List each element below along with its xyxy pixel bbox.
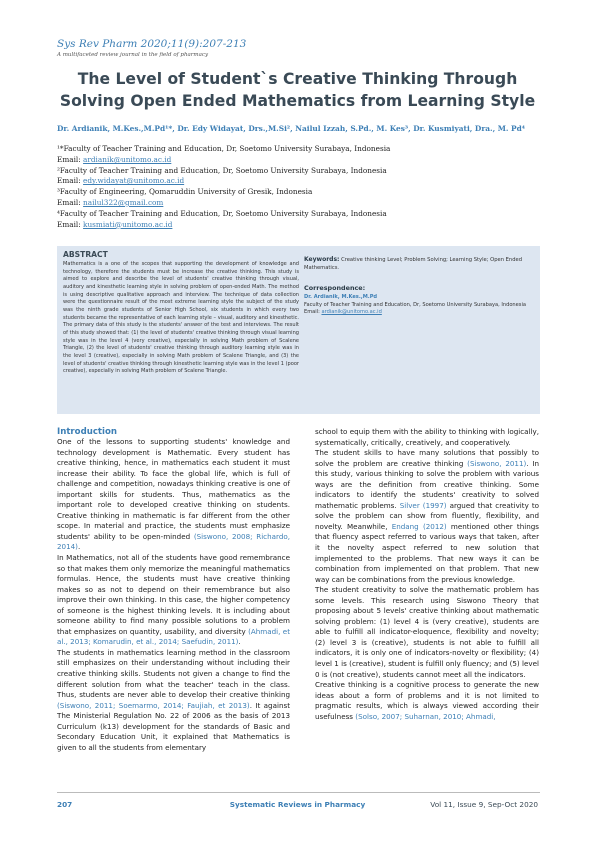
page-number: 207 [57, 800, 73, 809]
paragraph: school to equip them with the ability to thinking with logically, systematically, critically, creatively, and cooperatively. [315, 427, 539, 447]
citation: (Siswono, 2011; Soemarmo, 2014; Faujiah, et 2013) [57, 700, 250, 710]
paragraph: One of the lessons to supporting students' knowledge and technology development is Mathematic. Every student has creative thinking, hence, in mathematics each student it must increase their ability. To face the global life, which is full of challenge and competition, nowadays thinking creative is one of important skills for students. Thus, mathematics as the important role to developed creative thinking on students. Creative thinking in mathematic is far different from the other scope. In material and practice, the students must emphasize students' ability to be open-minded (Siswono, 2008; Richardo, 2014). [57, 437, 290, 552]
citation: (Solso, 2007; Suharnan, 2010; Ahmadi, [355, 711, 496, 721]
author-list: Dr. Ardianik, M.Kes.,M.Pd¹*, Dr. Edy Widayat, Drs.,M.Si², Nailul Izzah, S.Pd., M. Kes³, Dr. Kusmiyati, Dra., M. Pd⁴ [57, 124, 526, 133]
keywords-text: Creative thinking Level; Problem Solving; Learning Style; Open Ended Mathematics. [304, 257, 522, 271]
affiliation-2-email: Email: edy.widayat@unitomo.ac.id [57, 176, 185, 186]
citation: (Ahmadi, et al., 2013; Komarudin, et al., 2014; Saefudin, 2011) [57, 626, 290, 647]
paragraph: The student skills to have many solutions that possibly to solve the problem are creative thinking (Siswono, 2011). In this study, various thinking to solve the problem with various ways are the definition from creative thinking. Some indicators to identify the students' creativity to solved mathematic problems. Silver (1997) argued that creativity to solve the problem can show from fluently, flexibility, and novelty. Meanwhile, Endang (2012) mentioned other things that fluency aspect referred to various ways that taken, after it the novelty aspect referred to new solution that implemented to the problems. That new ways it can be combination from implemented on that problem. That new way can be combinations from the previous knowledge. [315, 448, 540, 584]
email-link[interactable]: ardianik@unitomo.ac.id [83, 154, 172, 164]
paragraph: The students in mathematics learning method in the classroom still emphasizes on their understanding without including their creative thinking skills. Students not given a change to find the different solution from what the teacher' teach in the class. Thus, students are never able to develop their creative thinking (Siswono, 2011; Soemarmo, 2014; Faujiah, et 2013). It against The Ministerial Regulation No. 22 of 2006 as the basis of 2013 Curriculum (k13) development for the standards of Basic and Secondary Education Unit, it explained that Mathematics is given to all the students from elementary [57, 647, 290, 752]
email-link[interactable]: nailul322@gmail.com [83, 197, 164, 207]
affiliations [57, 144, 390, 230]
affiliation-4-email: Email: kusmiati@unitomo.ac.id [57, 219, 173, 229]
citation: (Siswono, 2011) [467, 458, 527, 468]
footer-divider [57, 792, 540, 793]
affiliation-1-email: Email: ardianik@unitomo.ac.id [57, 154, 172, 164]
paper-title [20, 68, 575, 112]
citation: Silver (1997) [399, 500, 447, 510]
paragraph: The student creativity to solve the mathematic problem has some levels. This research using Siswono Theory that proposing about 5 levels' creative thinking about mathematic solving problem: (1) level 4 is (very creative), students are able to fulfill all indicator-eloquence, flexibility and novelty; (2) level 3 is (creative), students is not able to fulfill all indicators, it is only one of indicators-novelty or flexibility; (4) level 1 is (creative), student is fulfill only fluency; and (5) level 0 is (not creative), students cannot meet all the indicators. [315, 585, 539, 679]
correspondence-email[interactable]: ardianik@unitomo.ac.id [321, 309, 382, 316]
correspondence-heading: Correspondence: [304, 284, 366, 292]
keywords [304, 256, 536, 272]
footer-volume: Vol 11, Issue 9, Sep-Oct 2020 [430, 800, 538, 809]
correspondence-affiliation: Faculty of Teacher Training and Education, Dr, Soetomo University Surabaya, Indonesia [304, 301, 526, 308]
abstract-heading: ABSTRACT [63, 250, 108, 259]
title-line-1: The Level of Student`s Creative Thinking Through [77, 70, 518, 88]
affiliation-2: ²Faculty of Teacher Training and Education, Dr, Soetomo University Surabaya, Indonesia [57, 165, 387, 175]
correspondence-email-row: Email: ardianik@unitomo.ac.id [304, 309, 382, 316]
correspondence-name: Dr. Ardianik, M.Kes.,M.Pd [304, 294, 378, 300]
affiliation-3: ³Faculty of Engineering, Qomaruddin University of Gresik, Indonesia [57, 187, 313, 197]
email-link[interactable]: edy.widayat@unitomo.ac.id [83, 176, 185, 186]
paragraph: In Mathematics, not all of the students have good remembrance so that makes them only memorize the meaningful mathematics formulas. Hence, the students must have creative thinking makes so as not to depend on their remembrance but also improve their own thinking. In this case, the higher competency of someone is the highest thinking levels. It is including about someone ability to find many possible solutions to a problem that emphasizes on quantity, usability, and diversity (Ahmadi, et al., 2013; Komarudin, et al., 2014; Saefudin, 2011). [57, 553, 290, 647]
paragraph: Creative thinking is a cognitive process to generate the new ideas about a form of problems and it is not limited to pragmatic results, which is always viewed according their usefulness (Solso, 2007; Suharnan, 2010; Ahmadi, [315, 680, 539, 721]
abstract-text: Mathematics is a one of the scopes that supporting the development of knowledge and technology, therefore the students must be increase the creative thinking. This study is aimed to explore and describe the level of students' creative thinking through visual, auditory and kinesthetic learning style in solving problem of open-ended Math. The method is using descriptive qualitative approach and interview. The technique of data collection were the questionnaire result of the most extreme learning style the subject of the study was the ninth grade students of Senior High School, six students in which every two students became the representative of each learning style – visual, auditory and kinesthetic. The primary data of this study is the students' answer of the test and interviews. The result of this study showed that: (1) the level of students' creative thinking through visual learning style was in the level 4 (very creative), especially in solving Math problem of Scalene Triangle, (2) the level of students' creative thinking through auditory learning style was in the level 3 (creative), especially in solving Math problem of Scalene Triangle, and (3) the level of students' creative thinking through kinesthetic learning style was in the level 1 (poor creative), especially in solving Math problem of Scalene Triangle. [63, 261, 299, 375]
affiliation-4: ⁴Faculty of Teacher Training and Education, Dr, Soetomo University Surabaya, Indonesia [57, 208, 387, 218]
affiliation-1: ¹*Faculty of Teacher Training and Education, Dr, Soetomo University Surabaya, Indonesia [57, 144, 391, 153]
correspondence-block [304, 294, 536, 317]
journal-tagline: A multifaceted review journal in the field of pharmacy [57, 52, 209, 58]
email-link[interactable]: kusmiati@unitomo.ac.id [83, 219, 173, 229]
column-right [315, 427, 539, 722]
citation: (Siswono, 2008; Richardo, 2014) [57, 531, 290, 552]
title-line-2: Solving Open Ended Mathematics from Learning Style [59, 92, 536, 110]
journal-citation: Sys Rev Pharm 2020;11(9):207-213 [57, 38, 247, 50]
keywords-label: Keywords: [304, 256, 340, 263]
affiliation-3-email: Email: nailul322@gmail.com [57, 197, 164, 207]
column-left [57, 437, 290, 753]
footer-journal-name: Systematic Reviews in Pharmacy [229, 800, 366, 809]
section-heading-introduction: Introduction [57, 427, 118, 437]
citation: Endang (2012) [391, 521, 447, 531]
